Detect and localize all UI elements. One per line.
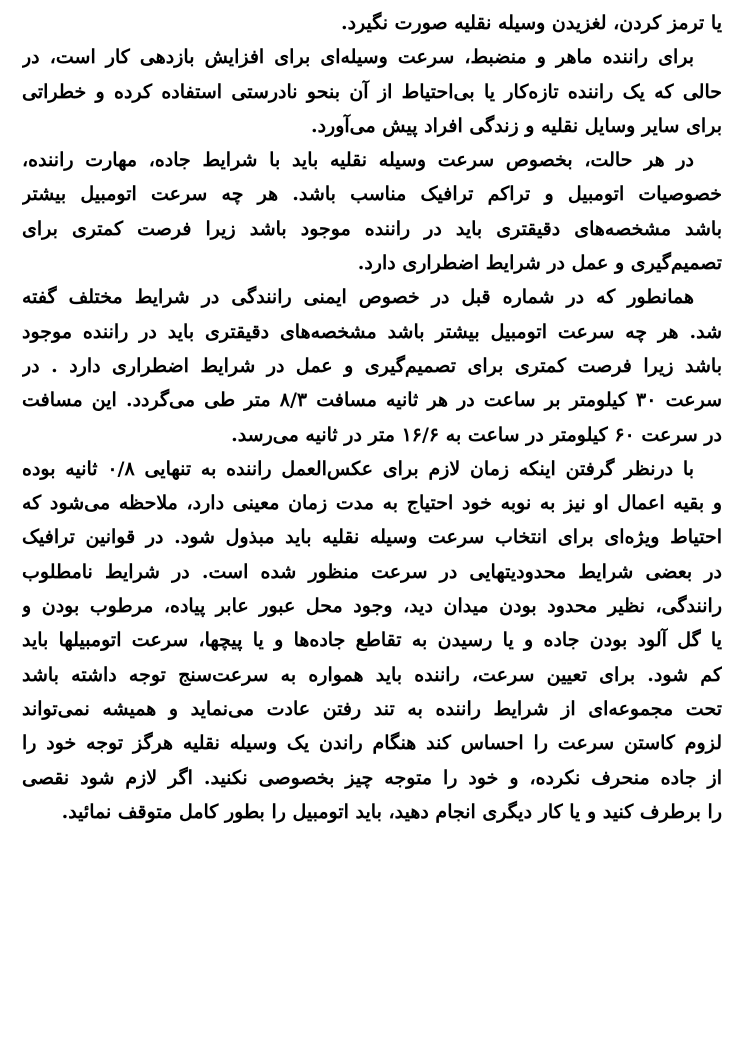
text-line: حالی که یک راننده تازه‌کار یا بی‌احتیاط از آن بنحو نادرستی استفاده کرده و خطراتی [22,80,722,103]
text-line: همانطور که در شماره قبل در خصوص ایمنی رانندگی در شرایط مختلف گفته [22,286,694,309]
text-line: خصوصیات اتومبیل و تراکم ترافیک مناسب باشد. هر چه سرعت اتومبیل بیشتر [22,183,722,206]
text-line: باشد زیرا فرصت کمتری برای تصمیم‌گیری و عمل در شرایط اضطراری دارد . در [22,354,722,377]
text-line: احتیاط ویژه‌ای برای انتخاب سرعت وسیله نقلیه باید مبذول شود. در قوانین ترافیک [22,526,722,549]
text-line: با درنظر گرفتن اینکه زمان لازم برای عکس‌العمل راننده به تنهایی ۰/۸ ثانیه بوده [22,457,694,480]
text-line: از جاده منحرف نکرده، و خود را متوجه چیز بخصوصی نکنید. اگر لازم شود نقصی [22,766,722,789]
text-line: و بقیه اعمال او نیز به نوبه خود احتیاج به مدت زمان معینی دارد، ملاحظه می‌شود که [22,492,722,515]
text-line: باشد مشخصه‌های دقیقتری باید در راننده موجود باشد زیرا فرصت کمتری برای [22,217,722,240]
text-line: را برطرف کنید و یا کار دیگری انجام دهید، باید اتومبیل را بطور کامل متوقف نمائید. [61,800,722,823]
text-line: تحت مجموعه‌ای از شرایط راننده به تند رفتن عادت می‌نماید و همیشه نمی‌تواند [22,697,722,720]
text-line: شد. هر چه سرعت اتومبیل بیشتر باشد مشخصه‌های دقیقتری باید در راننده موجود [22,320,722,343]
text-line: یا گل آلود بودن جاده و یا رسیدن به تقاطع جاده‌ها و یا پیچها، سرعت اتومبیلها باید [22,629,722,652]
text-line: در بعضی شرایط محدودیتهایی در سرعت منظور شده است. در شرایط نامطلوب [22,560,722,583]
text-line: برای سایر وسایل نقلیه و زندگی افراد پیش می‌آورد. [310,114,722,137]
text-line: در هر حالت، بخصوص سرعت وسیله نقلیه باید با شرایط جاده، مهارت راننده، [22,149,694,172]
text-line: رانندگی، نظیر محدود بودن میدان دید، وجود محل عبور عابر پیاده، مرطوب بودن و [22,595,722,618]
text-line: برای راننده ماهر و منضبط، سرعت وسیله‌ای برای افزایش بازدهی کار است، در [22,46,694,69]
text-line: در سرعت ۶۰ کیلومتر در ساعت به ۱۶/۶ متر در ثانیه می‌رسد. [231,423,722,446]
text-line: تصمیم‌گیری و عمل در شرایط اضطراری دارد. [357,252,722,275]
text-line: سرعت ۳۰ کیلومتر بر ساعت در هر ثانیه مسافت ۸/۳ متر طی می‌گردد. این مسافت [22,389,722,412]
text-line: لزوم کاستن سرعت را احساس کند هنگام راندن یک وسیله نقلیه هرگز توجه خود را [22,732,722,755]
text-line: کم شود. برای تعیین سرعت، راننده باید همواره به سرعت‌سنج توجه داشته باشد [22,663,722,686]
body-text [22,6,722,829]
text-line: یا ترمز کردن، لغزیدن وسیله نقلیه صورت نگیرد. [340,12,722,34]
